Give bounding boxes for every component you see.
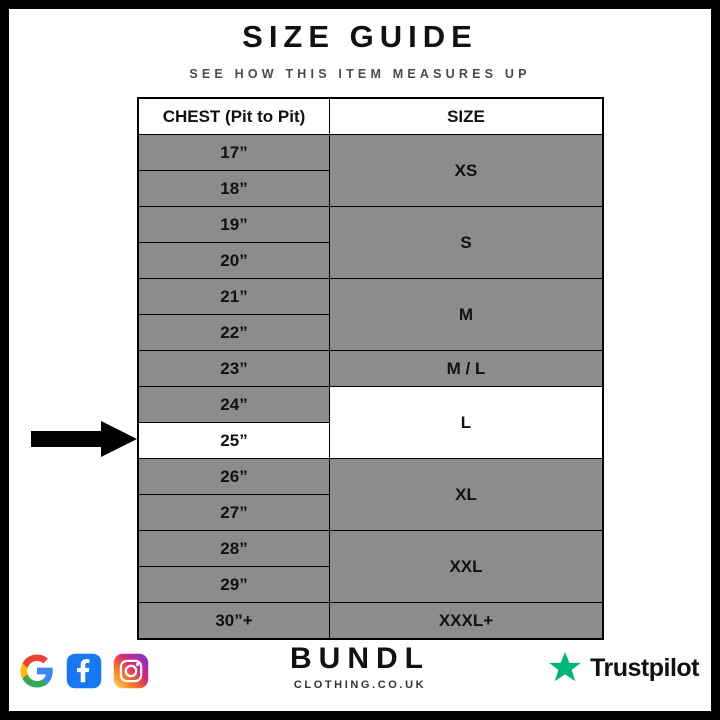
size-value: XXXL+ <box>330 603 604 640</box>
table-row <box>138 387 603 423</box>
chest-value: 29” <box>138 567 330 603</box>
table-row <box>138 279 603 315</box>
page-title: SIZE GUIDE <box>242 19 478 54</box>
table-row <box>138 531 603 567</box>
chest-value: 28” <box>138 531 330 567</box>
table-row <box>138 135 603 171</box>
brand-subtitle: CLOTHING.CO.UK <box>293 679 427 691</box>
size-value: S <box>330 207 604 279</box>
size-table-wrap <box>137 97 601 640</box>
size-value-highlighted: L <box>330 387 604 459</box>
table-row <box>138 351 603 387</box>
size-table <box>137 97 604 640</box>
chest-value: 22” <box>138 315 330 351</box>
footer <box>9 619 711 705</box>
chest-value: 18” <box>138 171 330 207</box>
size-value: XS <box>330 135 604 207</box>
column-header-chest: CHEST (Pit to Pit) <box>138 98 330 135</box>
table-header-row <box>138 98 603 135</box>
size-value: XXL <box>330 531 604 603</box>
trustpilot-logo[interactable] <box>548 651 699 685</box>
header <box>9 9 711 81</box>
table-row <box>138 207 603 243</box>
chest-value: 24” <box>138 387 330 423</box>
size-value: M <box>330 279 604 351</box>
chest-value-highlighted: 25” <box>138 423 330 459</box>
chest-value: 19” <box>138 207 330 243</box>
size-value: XL <box>330 459 604 531</box>
brand-name: BUNDL <box>290 642 430 675</box>
chest-value: 23” <box>138 351 330 387</box>
chest-value: 17” <box>138 135 330 171</box>
chest-value: 30”+ <box>138 603 330 640</box>
page-subtitle: SEE HOW THIS ITEM MEASURES UP <box>189 67 531 81</box>
size-value: M / L <box>330 351 604 387</box>
trustpilot-star-icon <box>548 651 582 685</box>
chest-value: 21” <box>138 279 330 315</box>
right-arrow-icon <box>31 419 139 459</box>
table-row <box>138 459 603 495</box>
trustpilot-name: Trustpilot <box>590 653 699 682</box>
chest-value: 27” <box>138 495 330 531</box>
column-header-size: SIZE <box>330 98 604 135</box>
chest-value: 20” <box>138 243 330 279</box>
chest-value: 26” <box>138 459 330 495</box>
